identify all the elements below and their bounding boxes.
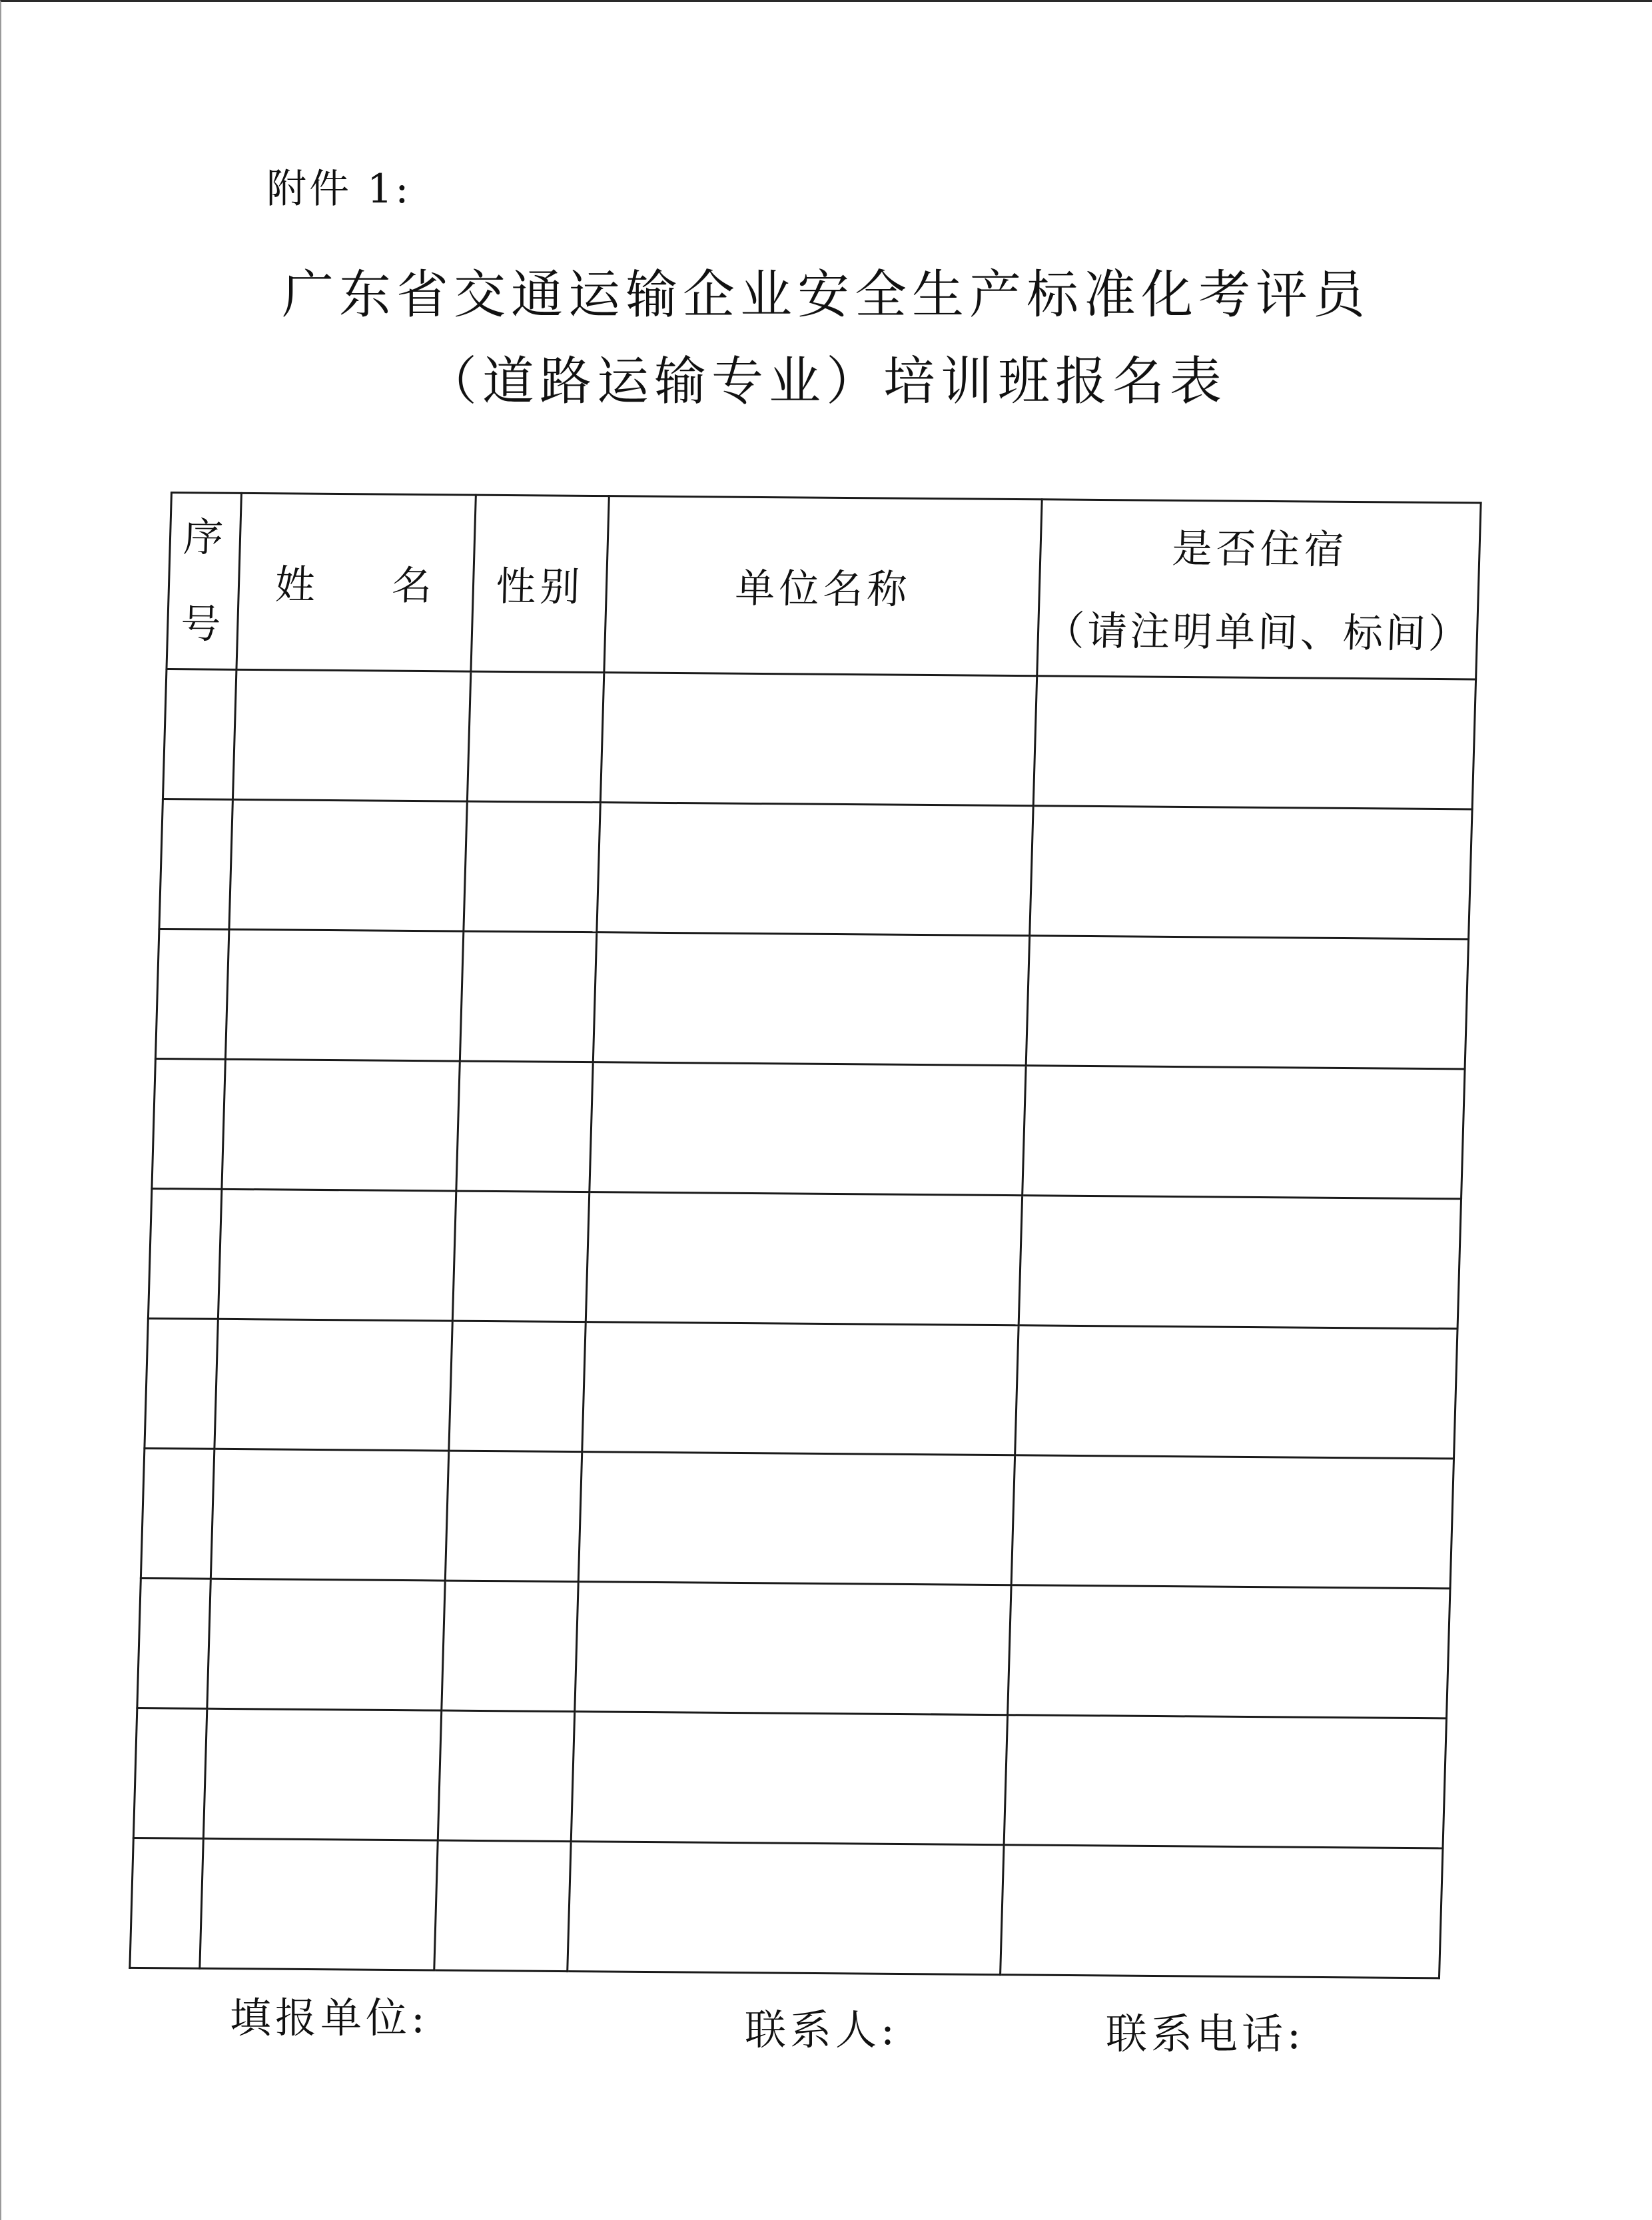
cell-unit-name[interactable] [575,1582,1011,1715]
cell-gender[interactable] [438,1710,574,1842]
cell-seq[interactable] [133,1708,206,1838]
cell-name[interactable] [222,1059,460,1191]
cell-accommodation[interactable] [1001,1845,1443,1978]
header-unit-name: 单位名称 [604,496,1042,676]
table-row [145,1318,1457,1458]
cell-name[interactable] [225,929,463,1061]
cell-name[interactable] [214,1319,452,1451]
table-row [148,1188,1461,1328]
cell-unit-name[interactable] [597,803,1033,936]
table-row [152,1058,1465,1198]
cell-unit-name[interactable] [600,673,1036,806]
cell-gender[interactable] [449,1321,586,1452]
cell-accommodation[interactable] [1011,1455,1453,1589]
cell-name[interactable] [229,799,467,931]
header-seq-line-1: 序 [183,514,228,561]
cell-accommodation[interactable] [1008,1585,1450,1718]
header-seq-line-2: 号 [180,601,226,648]
cell-seq[interactable] [163,669,236,800]
cell-seq[interactable] [145,1318,218,1449]
attachment-label: 附件 1: [266,166,412,212]
cell-seq[interactable] [152,1058,225,1189]
cell-accommodation[interactable] [1026,936,1468,1069]
table-row [163,669,1475,809]
cell-seq[interactable] [130,1838,203,1968]
cell-accommodation[interactable] [1033,676,1475,809]
footer-contact-person: 联系人: [745,2006,899,2054]
header-gender: 性别 [471,495,609,673]
footer-contact-phone: 联系电话: [1106,2010,1305,2058]
cell-seq[interactable] [141,1448,214,1579]
registration-table-wrapper [129,492,1479,1979]
cell-name[interactable] [232,669,470,801]
cell-accommodation[interactable] [1023,1066,1465,1199]
cell-unit-name[interactable] [578,1452,1015,1585]
header-name: 姓 名 [236,493,476,671]
header-accommodation [1037,500,1481,679]
cell-gender[interactable] [445,1451,582,1582]
cell-unit-name[interactable] [582,1322,1019,1455]
cell-gender[interactable] [464,801,600,932]
document-title-line-1: 广东省交通运输企业安全生产标准化考评员 [281,265,1370,325]
cell-gender[interactable] [442,1581,578,1712]
cell-gender[interactable] [456,1061,593,1192]
cell-name[interactable] [210,1449,448,1581]
cell-seq[interactable] [148,1188,221,1319]
cell-seq[interactable] [159,799,232,929]
cell-gender[interactable] [434,1840,571,1972]
table-row [159,799,1472,938]
header-accommodation-note: （请注明单间、标间） [1044,607,1471,658]
table-row [133,1708,1446,1848]
cell-unit-name[interactable] [571,1712,1007,1845]
table-body [130,669,1476,1978]
cell-unit-name[interactable] [590,1062,1026,1196]
table-row [141,1448,1453,1588]
cell-gender[interactable] [460,931,596,1062]
cell-name[interactable] [200,1838,438,1970]
header-seq [167,493,241,670]
cell-name[interactable] [207,1579,445,1710]
registration-table [129,492,1481,1979]
table-header-row [167,493,1481,679]
cell-gender[interactable] [452,1191,589,1322]
footer-filling-unit: 填报单位: [230,1994,429,2042]
cell-seq[interactable] [137,1578,210,1708]
table-row [130,1838,1443,1978]
table-row [137,1578,1450,1718]
cell-name[interactable] [203,1708,441,1840]
cell-gender[interactable] [467,671,604,803]
cell-accommodation[interactable] [1004,1715,1446,1848]
cell-accommodation[interactable] [1019,1196,1461,1329]
cell-accommodation[interactable] [1015,1325,1457,1459]
cell-name[interactable] [218,1189,456,1321]
cell-unit-name[interactable] [568,1842,1004,1975]
cell-unit-name[interactable] [593,932,1029,1066]
table-row [155,928,1468,1068]
cell-accommodation[interactable] [1030,806,1472,939]
cell-seq[interactable] [155,928,228,1059]
header-accommodation-label: 是否住宿 [1171,525,1349,573]
cell-unit-name[interactable] [586,1192,1022,1325]
document-title-line-2: （道路运输专业）培训班报名表 [424,352,1227,412]
